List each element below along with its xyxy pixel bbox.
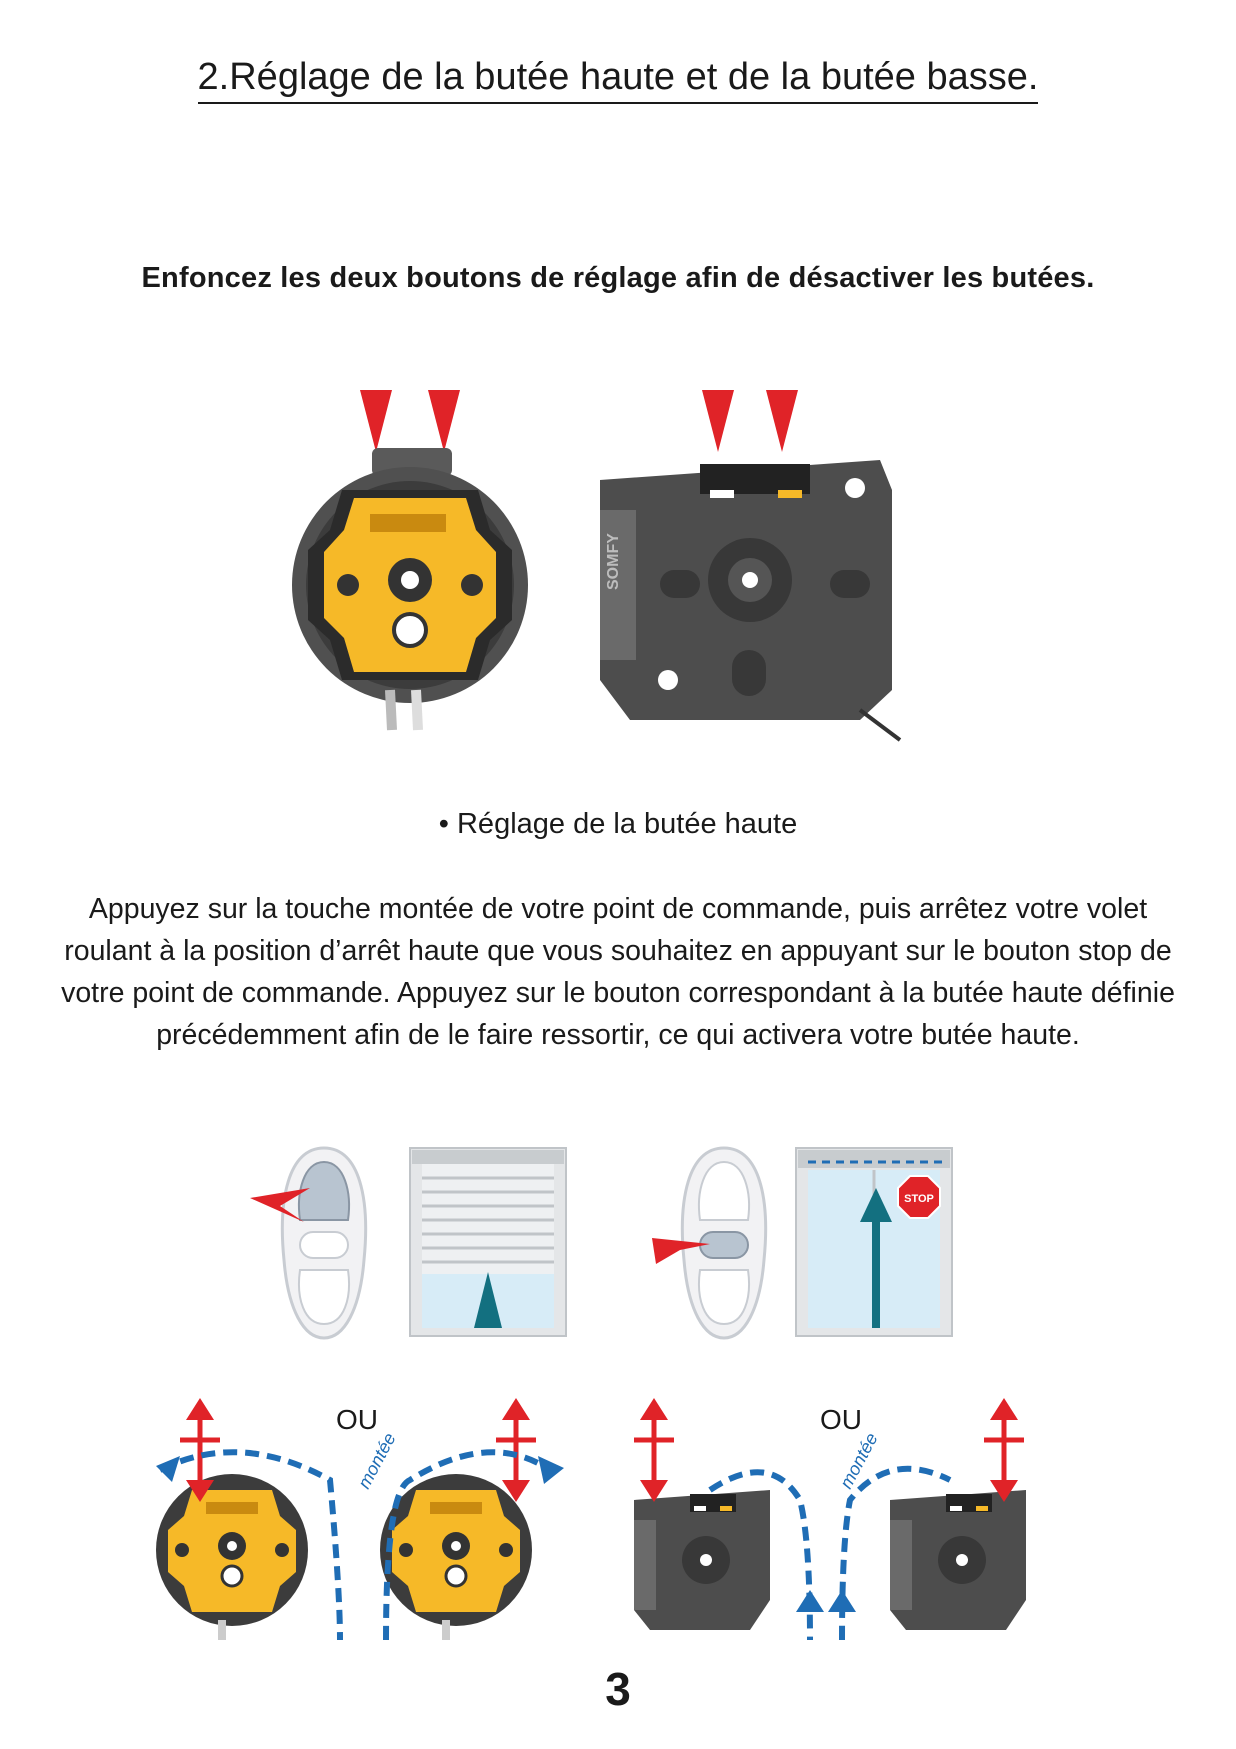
brand-logo: SOMFY: [605, 533, 622, 590]
page-number: 3: [605, 1663, 631, 1715]
instructions-paragraph: Appuyez sur la touche montée de votre point de commande, puis arrêtez votre volet roulant à la position d’arrêt haute que vous souhaitez en appuyant sur le bouton stop de votre point de commande. Appuyez sur le bouton correspondant à la butée haute définie précédemment afin de le faire ressortir, ce qui activera votre butée haute.: [61, 893, 1175, 1051]
page-title-text: 2.Réglage de la butée haute et de la butée basse.: [198, 56, 1039, 104]
motor-head-round-icon: [292, 448, 528, 730]
remote-control-icon: [282, 1148, 365, 1338]
instruction-text: Enfoncez les deux boutons de réglage afin de désactiver les butées.: [141, 262, 1095, 294]
red-arrow-icon: [360, 390, 392, 452]
shutter-window-icon: [410, 1148, 566, 1336]
motor-heads-figure: [300, 380, 940, 740]
motor-head-square-icon: [600, 460, 900, 740]
stop-label: STOP: [904, 1193, 934, 1205]
red-arrow-icon: [702, 390, 734, 452]
stop-sign-icon: [898, 1176, 940, 1218]
remote-shutter-figure: [240, 1140, 960, 1350]
montee-label: montée: [353, 1429, 400, 1492]
section-heading: • Réglage de la butée haute: [438, 808, 798, 840]
motor-head-round-icon: [380, 1474, 532, 1640]
montee-label: montée: [835, 1429, 882, 1492]
or-label: OU: [336, 1404, 378, 1435]
motor-head-square-icon: [890, 1490, 1026, 1630]
or-label: OU: [820, 1404, 862, 1435]
motor-head-square-icon: [634, 1490, 770, 1630]
red-arrow-icon: [766, 390, 798, 452]
bottom-motors-figure: [150, 1390, 1070, 1640]
motor-head-round-icon: [156, 1474, 308, 1640]
red-arrow-icon: [428, 390, 460, 452]
page-title: [0, 56, 1236, 99]
